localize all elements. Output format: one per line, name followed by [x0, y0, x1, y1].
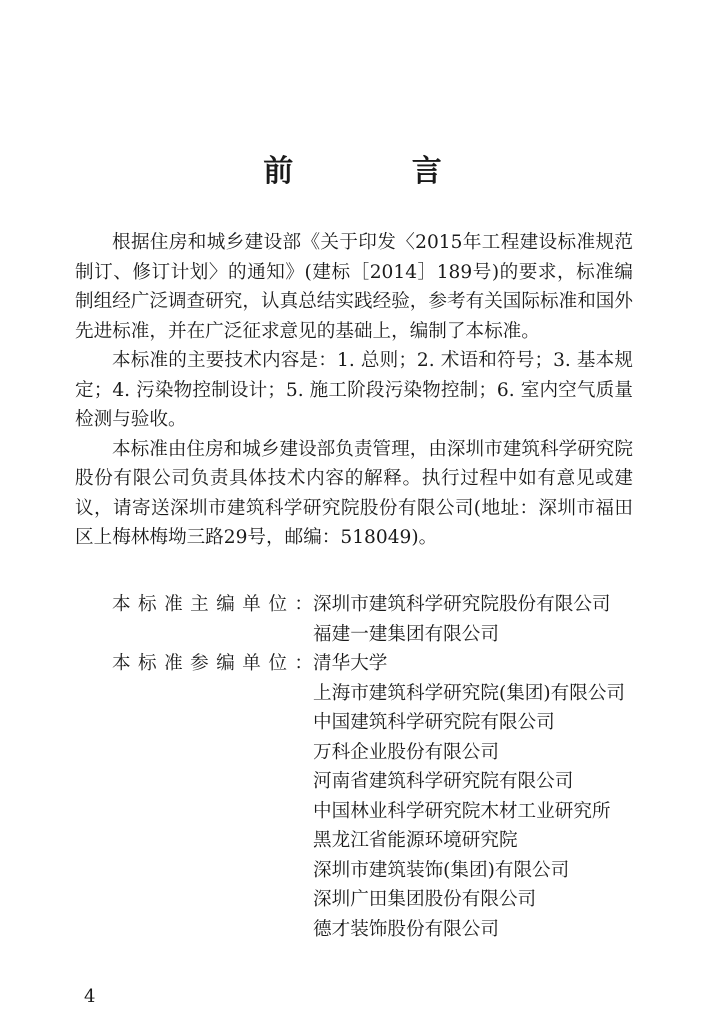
- unit-item: 万科企业股份有限公司: [313, 741, 499, 763]
- unit-item: 黑龙江省能源环境研究院: [313, 830, 518, 851]
- unit-item: 深圳市建筑装饰(集团)有限公司: [313, 859, 570, 881]
- unit-item: 中国建筑科学研究院有限公司: [313, 712, 555, 733]
- paragraph-management: 本标准由住房和城乡建设部负责管理，由深圳市建筑科学研究院股份有限公司负责具体技术内容的解释。执行过程中如有意见或建议，请寄送深圳市建筑科学研究院股份有限公司(地址：深圳市福田区上梅林梅坳三路29号，邮编：518049)。: [75, 438, 633, 548]
- units-section: [75, 590, 645, 944]
- unit-item: 德才装饰股份有限公司: [313, 918, 499, 940]
- unit-item: 深圳广田集团股份有限公司: [313, 889, 537, 910]
- unit-item: 深圳市建筑科学研究院股份有限公司: [313, 594, 611, 615]
- unit-item: 福建一建集团有限公司: [313, 623, 499, 645]
- page-title: 前 言: [263, 154, 496, 189]
- participating-units-label: 本标准参编单位：: [112, 653, 313, 674]
- unit-item: 河南省建筑科学研究院有限公司: [313, 771, 574, 792]
- page-number: 4: [84, 986, 96, 1007]
- unit-item: 上海市建筑科学研究院(集团)有限公司: [313, 682, 626, 704]
- participating-units-list: [313, 649, 643, 944]
- paragraph-basis: 根据住房和城乡建设部《关于印发〈2015年工程建设标准规范制订、修订计划〉的通知》(建标［2014］189号)的要求，标准编制组经广泛调查研究，认真总结实践经验，参考有关国际标准和国外先进标准，并在广泛征求意见的基础上，编制了本标准。: [75, 232, 633, 342]
- unit-item: 中国林业科学研究院木材工业研究所: [313, 800, 611, 822]
- paragraph-contents: 本标准的主要技术内容是：1. 总则；2. 术语和符号；3. 基本规定；4. 污染物控制设计；5. 施工阶段污染物控制；6. 室内空气质量检测与验收。: [75, 350, 633, 430]
- chief-units-group: [75, 590, 645, 649]
- chief-units-list: [313, 590, 643, 649]
- unit-item: 清华大学: [313, 653, 388, 674]
- participating-units-group: [75, 649, 645, 944]
- preface-body: [75, 228, 633, 553]
- chief-units-label: 本标准主编单位：: [112, 594, 313, 615]
